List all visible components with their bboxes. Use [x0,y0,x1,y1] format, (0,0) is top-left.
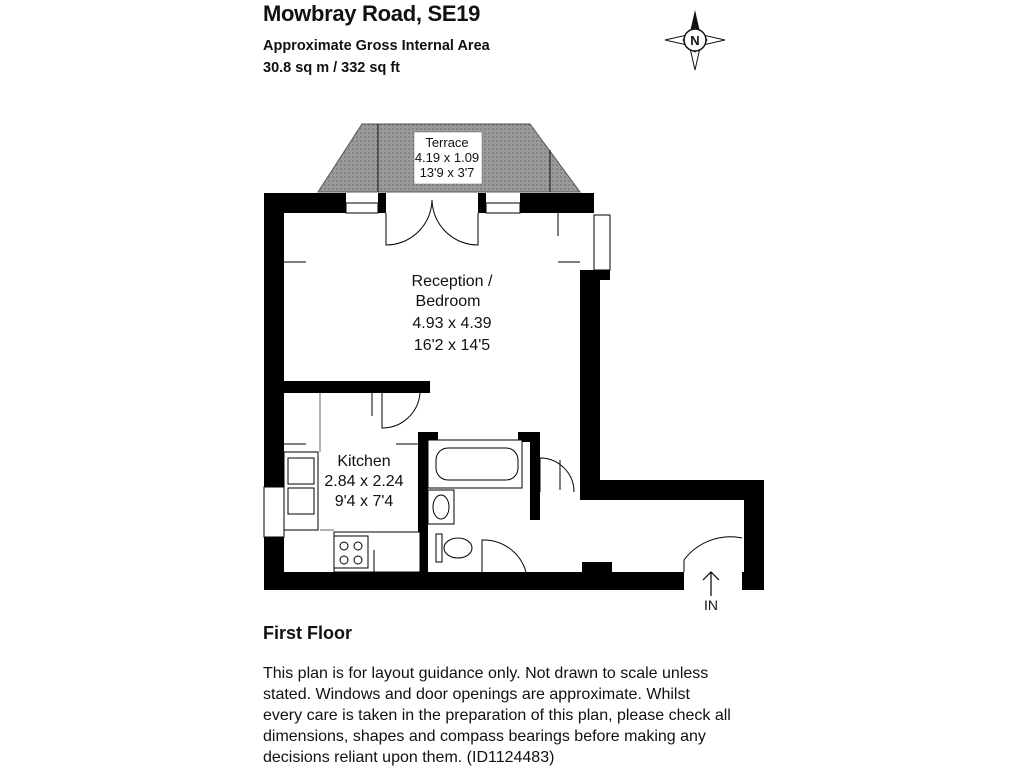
kitchen-name: Kitchen [337,453,391,470]
kitchen-metric: 2.84 x 2.24 [324,473,404,490]
disclaimer-text: This plan is for layout guidance only. Not drawn to scale unless stated. Windows and door openings are approximate. Whilst every care is taken in the preparation of this plan, please check all dimensions, shapes and compass bearings before making any decisions reliant upon them. (ID1124483) [263,665,731,766]
floor-name: First Floor [263,623,352,643]
area-value: 30.8 sq m / 332 sq ft [263,60,401,76]
reception-name-line2: Bedroom [415,293,481,310]
compass-letter: N [690,33,700,48]
reception-name-line1: Reception / [411,273,493,290]
kitchen-imperial: 9'4 x 7'4 [334,493,394,510]
terrace-name: Terrace [425,135,469,150]
property-title: Mowbray Road, SE19 [263,1,481,26]
walls [264,193,764,590]
reception-imperial: 16'2 x 14'5 [413,337,491,354]
terrace-area [318,124,580,192]
reception-metric: 4.93 x 4.39 [412,315,492,332]
entrance-arrow-icon [703,572,719,596]
compass-rose-icon [665,10,725,70]
terrace-metric: 4.19 x 1.09 [414,150,480,165]
terrace-imperial: 13'9 x 3'7 [419,165,475,180]
entrance-label: IN [704,597,718,613]
area-label: Approximate Gross Internal Area [263,38,490,54]
